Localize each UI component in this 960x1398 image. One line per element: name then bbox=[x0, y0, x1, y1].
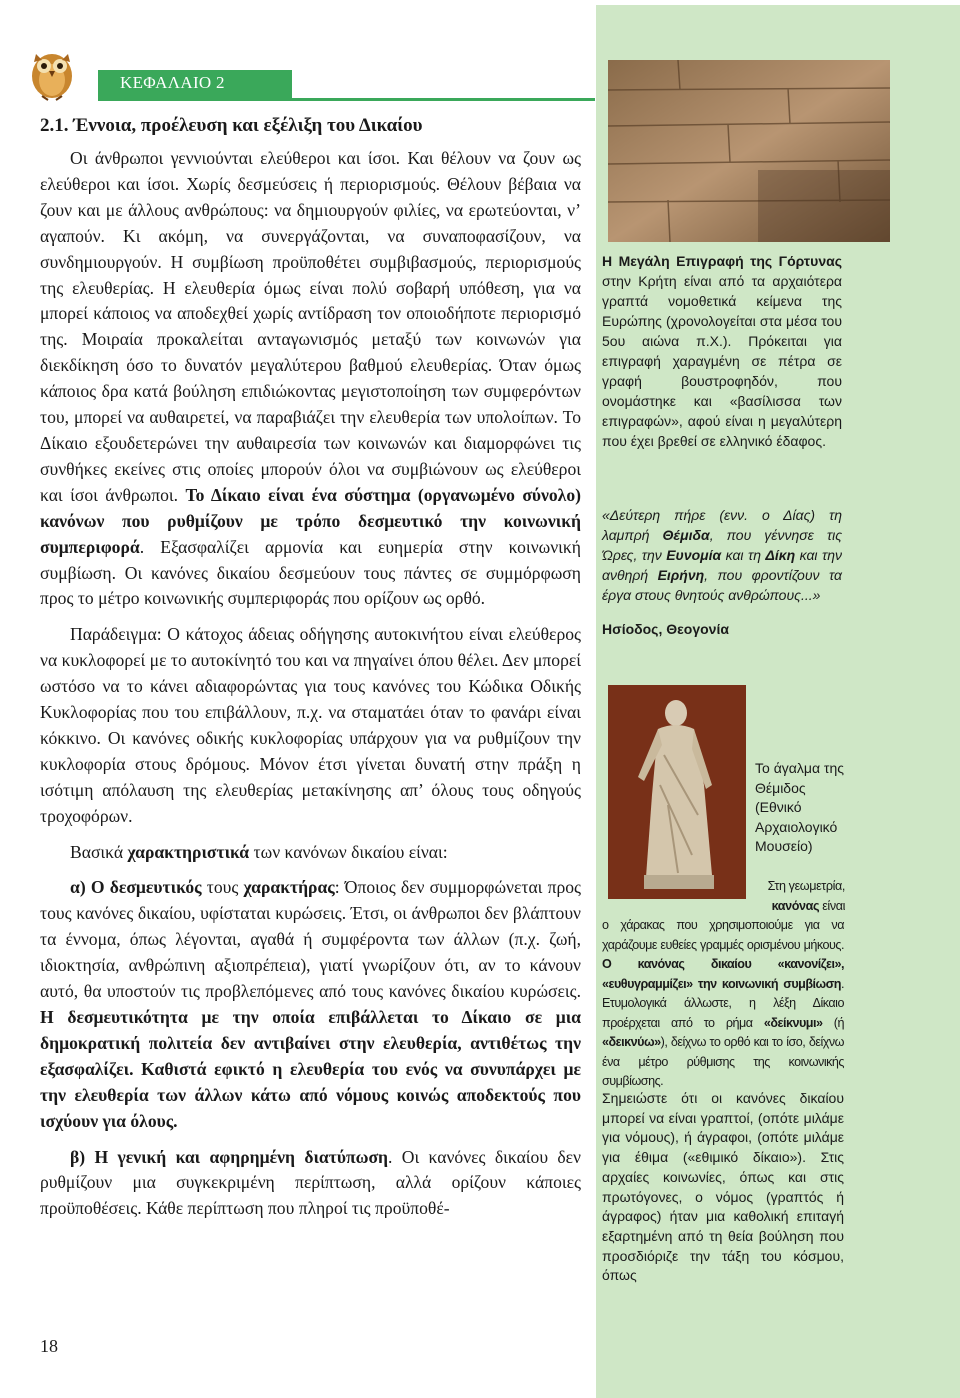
chapter-banner bbox=[98, 70, 292, 98]
geometry-note: ο χάρακας που χρησιμοποιούμε για να χαράζουμε ευθείες γραμμές ορισμένου μήκους. Ο κανόνας δικαίου «κανονίζει», «ευθυγραμμίζει» την κοινωνική συμβίωση. Ετυμολογικά άλλωστε, η λέξη Δίκαιο προέρχεται από το ρήμα «δείκνυμι» (ή «δεικνύω»), δείχνω το ορθό και το ίσο, δείχνω ένα μέτρο ρύθμισης της κοινωνικής συμβίωσης. bbox=[602, 918, 844, 1088]
paragraph-3: Βασικά χαρακτηριστικά των κανόνων δικαίου είναι: bbox=[70, 841, 448, 862]
main-text bbox=[40, 146, 581, 1232]
paragraph-1: Οι άνθρωποι γεννιούνται ελεύθεροι και ίσοι. Και θέλουν να ζουν ως ελεύθεροι και ίσοι. Χωρίς δεσμεύσεις ή περιορισμούς. Θέλουν βέβαια να ζουν και με άλλους ανθρώπους: να δημιουργούν φιλίες, να ερωτεύονται, ν’ αγαπούν. Κι ακόμη, να συνεργάζονται, να συναποφασίζουν, να συνδημιουργούν. Η συμβίωση προϋποθέτει συμβιβασμούς, περιορισμούς της ελευθερίας. Η ελευθερία όμως είναι πολύ σοβαρή υπόθεση, για να μπορεί κάποιος να αποδεχθεί χωρίς αντίδραση τον οποιοδήποτε περιορισμό της. Μοιραία προκαλείται ανταγωνισμός μεταξύ των κοινωνών για διεκδίκηση όσο το δυνατόν μεγαλύτερου βαθμού ελευθερίας. Όταν όμως κάποιος δρα κατά βούληση επιδιώκοντας μεγιστοποίηση των συμφερόντων του, μπορεί να αυθαιρετεί, να παραβιάζει την ελευθερία των υπολοίπων. Το Δίκαιο εξουδετερώνει την αυθαιρεσία των κοινωνών και διαμορφώνει τις συνθήκες εκείνες στις οποίες μπορούν όλοι να συμβιώνουν ως ελεύθεροι και ίσοι άνθρωποι. Το Δίκαιο είναι ένα σύστημα (οργανωμένο σύνολο) κανόνων που ρυθμίζουν με τρόπο δεσμευτικό την κοινωνική συμπεριφορά. Εξασφαλίζει αρμονία και ευημερία στην κοινωνική συμβίωση. Οι κανόνες δικαίου δεσμεύουν τους πάντες σε συμμόρφωση προς το μέτρο κοινωνικής συμπεριφοράς που ορίζουν ως ορθό. bbox=[40, 148, 581, 609]
header-rule bbox=[98, 98, 595, 101]
paragraph-5: β) Η γενική και αφηρημένη διατύπωση. Οι κανόνες δικαίου δεν ρυθμίζουν μια συγκεκριμένη περίπτωση, αλλά ορίζουν κάποιες προϋποθέσεις. Κάθε περίπτωση που πληροί τις προϋποθέ- bbox=[40, 1146, 581, 1219]
themis-statue-photo bbox=[608, 685, 746, 899]
paragraph-4: α) Ο δεσμευτικός τους χαρακτήρας: Όποιος δεν συμμορφώνεται προς τους κανόνες δικαίου, υφίσταται κυρώσεις. Έτσι, οι άνθρωποι δεν βλάπτουν τα έννομα, όπως λέγονται, αγαθά ή συμφέροντα των άλλων (π.χ. ζωή, ιδιοκτησία, ανθρώπινη αξιοπρέπεια), γιατί γνωρίζουν ότι, αν το κάνουν αυτό, θα υποστούν τις προβλεπόμενες από τους κανόνες δικαίου κυρώσεις. Η δεσμευτικότητα με την οποία επιβάλλεται το Δίκαιο σε μια δημοκρατική πολιτεία δεν αντιβαίνει στην ελευθερία, αντιθέτως την εξασφαλίζει. Καθιστά εφικτό η ελευθερία του ενός να συνυπάρχει με την ελευθερία των άλλων κάτω από νόμους κοινώς αποδεκτούς που ισχύουν για όλους. bbox=[40, 877, 581, 1131]
paragraph-2: Παράδειγμα: Ο κάτοχος άδειας οδήγησης αυτοκινήτου είναι ελεύθερος να κυκλοφορεί με το αυτοκίνητό του και να πηγαίνει όπου θέλει. Δεν μπορεί ωστόσο να το κάνει αδιαφορώντας για τους κανόνες του Κώδικα Οδικής Κυκλοφορίας που του επιβάλλουν, π.χ. να σταματάει όταν το φανάρι είναι κόκκινο. Οι κανόνες οδικής κυκλοφορίας υπάρχουν για να ρυθμίζουν την κυκλοφορία στους δρόμους. Μόνον έτσι γίνεται δυνατή στην πράξη η ισότιμη απόλαυση της ελευθερίας μετακίνησης απ’ όλους τους οδηγούς τροχοφόρων. bbox=[40, 624, 581, 826]
quote-source: Ησίοδος, Θεογονία bbox=[602, 621, 729, 637]
hesiod-quote: «Δεύτερη πήρε (ενν. ο Δίας) τη λαμπρή Θέμιδα, που γέννησε τις Ώρες, την Ευνομία και τη Δίκη και την ανθηρή Ειρήνη, που φροντίζουν τα έργα στους θνητούς ανθρώπους...» bbox=[602, 507, 842, 603]
law-types-note: Σημειώστε ότι οι κανόνες δικαίου μπορεί να είναι γραπτοί, (οπότε μιλάμε για νόμους), ή άγραφοι, (οπότε μιλάμε για έθιμα («εθιμικό δίκαιο»). Στις αρχαίες κοινωνίες, όπως και στις πρωτόγονες, ο νόμος (γραπτός ή άγραφος) ήταν μια καθολική επιταγή εξαρτημένη από τη θεία βούληση που προσδιόριζε την τάξη του κόσμου, όπως bbox=[602, 1090, 844, 1284]
section-title: 2.1. Έννοια, προέλευση και εξέλιξη του Δικαίου bbox=[40, 115, 423, 136]
geometry-note-head: Στη γεωμετρία, κανόνας είναι bbox=[767, 879, 845, 913]
page-number: 18 bbox=[40, 1336, 58, 1356]
gortyn-inscription-photo bbox=[608, 60, 890, 242]
chapter-label: ΚΕΦΑΛΑΙΟ 2 bbox=[120, 73, 225, 92]
inscription-caption: Η Μεγάλη Επιγραφή της Γόρτυνας στην Κρήτη είναι από τα αρχαιότερα γραπτά νομοθετικά κείμενα της Ευρώπης (χρονολογείται στα μέσα του 5ου αιώνα π.Χ.). Πρόκειται για επιγραφή χαραγμένη σε πέτρα σε γραφή βουστροφηδόν, που ονομάστηκε και «βασίλισσα των επιγραφών», αφού είναι η μεγαλύτερη που έχει βρεθεί σε ελληνικό έδαφος. bbox=[602, 253, 842, 449]
owl-logo-icon bbox=[22, 40, 82, 102]
statue-caption: Το άγαλμα της Θέμιδος (Εθνικό Αρχαιολογικό Μουσείο) bbox=[755, 760, 844, 854]
